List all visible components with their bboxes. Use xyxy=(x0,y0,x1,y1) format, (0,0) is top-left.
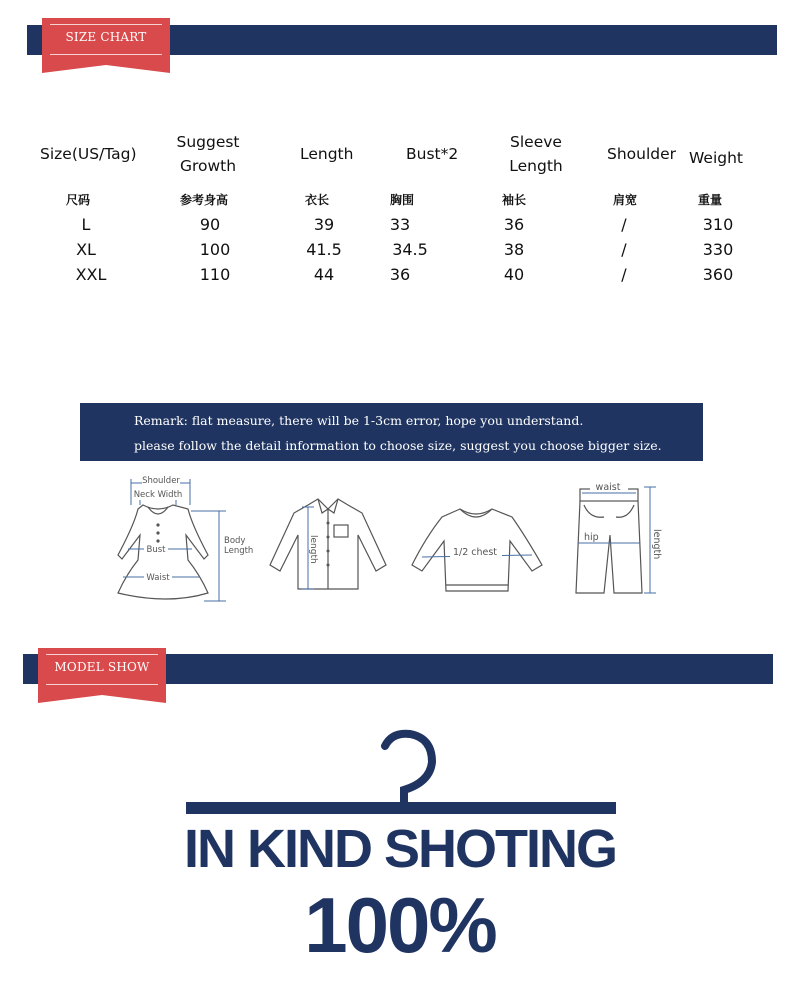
ribbon-stitch-top xyxy=(46,654,158,655)
table-cell: L xyxy=(81,215,91,234)
table-cell: 110 xyxy=(199,265,231,284)
table-cell: 34.5 xyxy=(392,240,428,259)
header-cn-sleeve: 袖长 xyxy=(502,193,527,207)
remark-box xyxy=(80,403,703,461)
table-cell: 40 xyxy=(503,265,525,284)
hanger-icon xyxy=(180,728,620,818)
ribbon-stitch-bottom xyxy=(46,684,158,685)
dress-shoulder-label: Shoulder xyxy=(142,476,180,486)
ribbon-stitch-bottom xyxy=(50,54,162,55)
table-cell: / xyxy=(621,265,627,284)
table-cell: 310 xyxy=(702,215,734,234)
model-show-ribbon xyxy=(38,648,166,693)
size-chart-ribbon xyxy=(42,18,170,63)
table-cell: 100 xyxy=(199,240,231,259)
header-sleeve-line1: Sleeve xyxy=(510,133,562,151)
dress-bust-label: Bust xyxy=(146,545,166,555)
pants-diagram xyxy=(570,465,670,605)
header-cn-shoulder: 肩宽 xyxy=(613,193,638,207)
header-growth-line1: Suggest xyxy=(176,133,240,151)
header-cn-weight: 重量 xyxy=(698,193,723,207)
shirt-illustration-icon xyxy=(258,465,393,605)
ribbon-notch xyxy=(42,63,170,73)
header-cn-size: 尺码 xyxy=(66,193,91,207)
table-cell: / xyxy=(621,215,627,234)
sweater-diagram xyxy=(404,465,549,605)
header-cn-growth: 参考身高 xyxy=(180,193,229,207)
table-cell: 33 xyxy=(389,215,411,234)
table-cell: XL xyxy=(76,240,96,259)
header-sleeve xyxy=(504,130,568,178)
sweater-illustration-icon xyxy=(404,465,549,605)
shirt-length-label: length xyxy=(308,535,318,564)
table-cell: / xyxy=(621,240,627,259)
header-growth xyxy=(170,130,246,178)
shirt-diagram xyxy=(258,465,393,605)
header-sleeve-line2: Length xyxy=(509,157,563,175)
header-length: Length xyxy=(300,145,354,163)
dress-diagram xyxy=(88,465,254,605)
header-growth-line2: Growth xyxy=(179,157,237,175)
size-chart-ribbon-label: SIZE CHART xyxy=(65,30,147,44)
header-bust: Bust*2 xyxy=(406,145,459,163)
pants-length-label: length xyxy=(651,529,662,560)
header-cn-length: 衣长 xyxy=(305,193,330,207)
remark-line-1: Remark: flat measure, there will be 1-3cm error, hope you understand. xyxy=(134,413,584,428)
table-cell: 39 xyxy=(313,215,335,234)
table-cell: XXL xyxy=(75,265,107,284)
header-cn-bust: 胸围 xyxy=(390,193,415,207)
in-kind-shoting-heading: IN KIND SHOTING xyxy=(183,819,616,879)
dress-illustration-icon xyxy=(88,465,254,605)
header-shoulder: Shoulder xyxy=(607,145,677,163)
table-cell: 36 xyxy=(503,215,525,234)
remark-line-2: please follow the detail information to choose size, suggest you choose bigger size. xyxy=(134,438,662,453)
sweater-chest-label: 1/2 chest xyxy=(452,547,498,558)
table-cell: 41.5 xyxy=(306,240,342,259)
dress-body-label: Body xyxy=(224,536,246,546)
dress-waist-label: Waist xyxy=(146,573,170,583)
table-cell: 360 xyxy=(702,265,734,284)
header-size: Size(US/Tag) xyxy=(40,145,137,163)
header-weight: Weight xyxy=(689,149,744,167)
table-cell: 36 xyxy=(389,265,411,284)
percentage-heading: 100% xyxy=(304,881,496,969)
dress-neck-label: Neck Width xyxy=(133,490,183,500)
table-cell: 330 xyxy=(702,240,734,259)
ribbon-notch xyxy=(38,693,166,703)
dress-length-label: Length xyxy=(224,546,254,556)
model-show-ribbon-label: MODEL SHOW xyxy=(54,660,150,674)
table-cell: 38 xyxy=(503,240,525,259)
pants-hip-label: hip xyxy=(584,532,599,543)
table-cell: 90 xyxy=(199,215,221,234)
ribbon-stitch-top xyxy=(50,24,162,25)
table-cell: 44 xyxy=(313,265,335,284)
pants-waist-label: waist xyxy=(595,482,621,493)
pants-illustration-icon xyxy=(570,465,670,605)
